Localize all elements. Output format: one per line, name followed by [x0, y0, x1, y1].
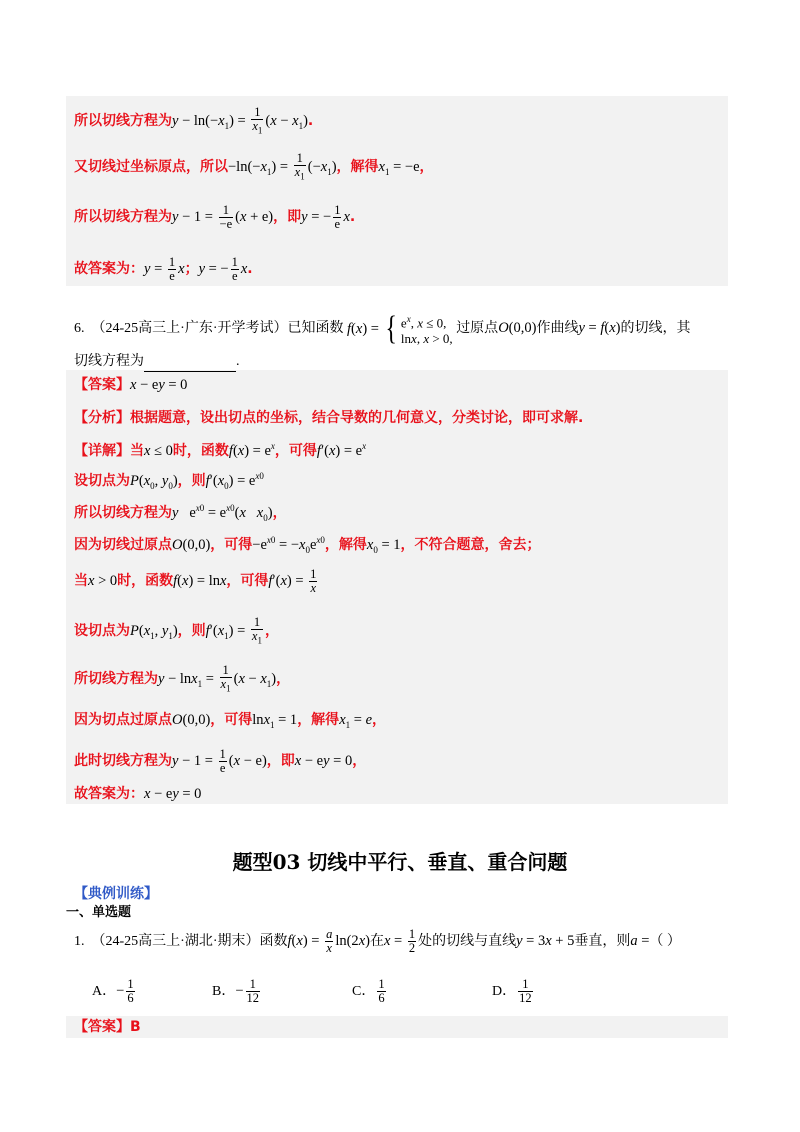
question-1-stem: 1. （24-25高三上·湖北·期末）函数f(x) = $\frac{a}{x}$ ln(2x)在x = $\frac{1}{2}$ 处的切线与直线y = 3x + 5垂直，则a =（ ）: [74, 927, 681, 955]
math-expr: y = $\frac{1}{e}$ x: [144, 255, 185, 283]
question-6-stem: 6. （24-25高三上·广东·开学考试）已知函数 f ( x ) = { $e^x$, x ≤ 0, lnx, x > 0, 过原点O(0,0)作曲线y = f(x)的切线，其: [74, 310, 691, 347]
detail-line: 【详解】当x ≤ 0时，函数$f(x) = e^x$，可得$f'(x) = e^x$: [74, 441, 367, 459]
math-expr: $y - \ln(-x_1)$ = $\frac{1}{x_1}$ $(x - x_1)$: [172, 105, 308, 136]
solution-line: 又切线过坐标原点，所以$-\ln(-x_1)$ = $\frac{1}{x_1}$ $(-x_1)$，解得$x_1 = -e$，: [74, 151, 434, 182]
question-6-stem-cont: 切线方程为 .: [74, 352, 240, 372]
math-expr: $-\ln(-x_1)$ = $\frac{1}{x_1}$ $(-x_1)$: [228, 151, 337, 182]
option-d[interactable]: D． $\frac{1}{12}$: [492, 977, 532, 1005]
piecewise-function: f ( x ) = { $e^x$, x ≤ 0, lnx, x > 0,: [347, 310, 453, 347]
solution-line: 故答案为：y = $\frac{1}{e}$ x；y = − $\frac{1}{e}$ x.: [74, 255, 253, 283]
answer-blank: [144, 357, 236, 372]
detail-line: 设切点为$P(x_0$, $y_0$)，则$f'(x_0) = e^{x0}$: [74, 471, 264, 491]
option-a[interactable]: A．− $\frac{1}{6}$: [92, 977, 134, 1005]
detail-line: 此时切线方程为y − 1 = $\frac{1}{e}$ (x − e)，即x − ey = 0，: [74, 747, 367, 775]
detail-line: 所切线方程为y − lnx$_1$ = $\frac{1}{x_1}$ $(x - x_1)$，: [74, 663, 291, 694]
subsection-title: 一、单选题: [66, 905, 132, 920]
detail-line: 当x > 0时，函数f(x) = lnx，可得f′(x) = $\frac{1}{x}$: [74, 567, 317, 595]
answer-line: 【答案】x − ey = 0: [74, 377, 188, 393]
final-answer-line: 故答案为：x − ey = 0: [74, 786, 202, 802]
section-title: 题型03 切线中平行、垂直、重合问题: [232, 850, 568, 874]
answer-block-q1: [66, 1016, 728, 1038]
detail-line: 因为切线过原点O(0,0)，可得$-e^{x0} = -x_0e^{x0}$，解得$x_0 = 1$，不符合题意，舍去；: [74, 535, 541, 555]
analysis-line: 【分析】根据题意，设出切点的坐标，结合导数的几何意义，分类讨论，即可求解.: [74, 410, 584, 426]
option-c[interactable]: C． $\frac{1}{6}$: [352, 977, 385, 1005]
option-b[interactable]: B．− $\frac{1}{12}$: [212, 977, 260, 1005]
practice-tag: 【典例训练】: [74, 886, 158, 902]
math-expr: y − 1 = $\frac{1}{-e}$ (x + e): [172, 203, 274, 231]
answer-line: 【答案】B: [74, 1019, 141, 1035]
detail-line: 所以切线方程为y $e^{x0} = e^{x0}(x$ $x_0$)，: [74, 503, 287, 523]
detail-line: 因为切点过原点O(0,0)，可得lnx$_1$ = 1，解得$x_1 = e$，: [74, 712, 386, 730]
detail-line: 设切点为$P(x_1$, $y_1$)，则$f'(x_1)$ = $\frac{1}{x_1}$ ，: [74, 615, 279, 646]
solution-line: 所以切线方程为y − 1 = $\frac{1}{-e}$ (x + e)，即y = − $\frac{1}{e}$ x.: [74, 203, 356, 231]
solution-line: 所以切线方程为$y - \ln(-x_1)$ = $\frac{1}{x_1}$ $(x - x_1)$.: [74, 105, 314, 136]
